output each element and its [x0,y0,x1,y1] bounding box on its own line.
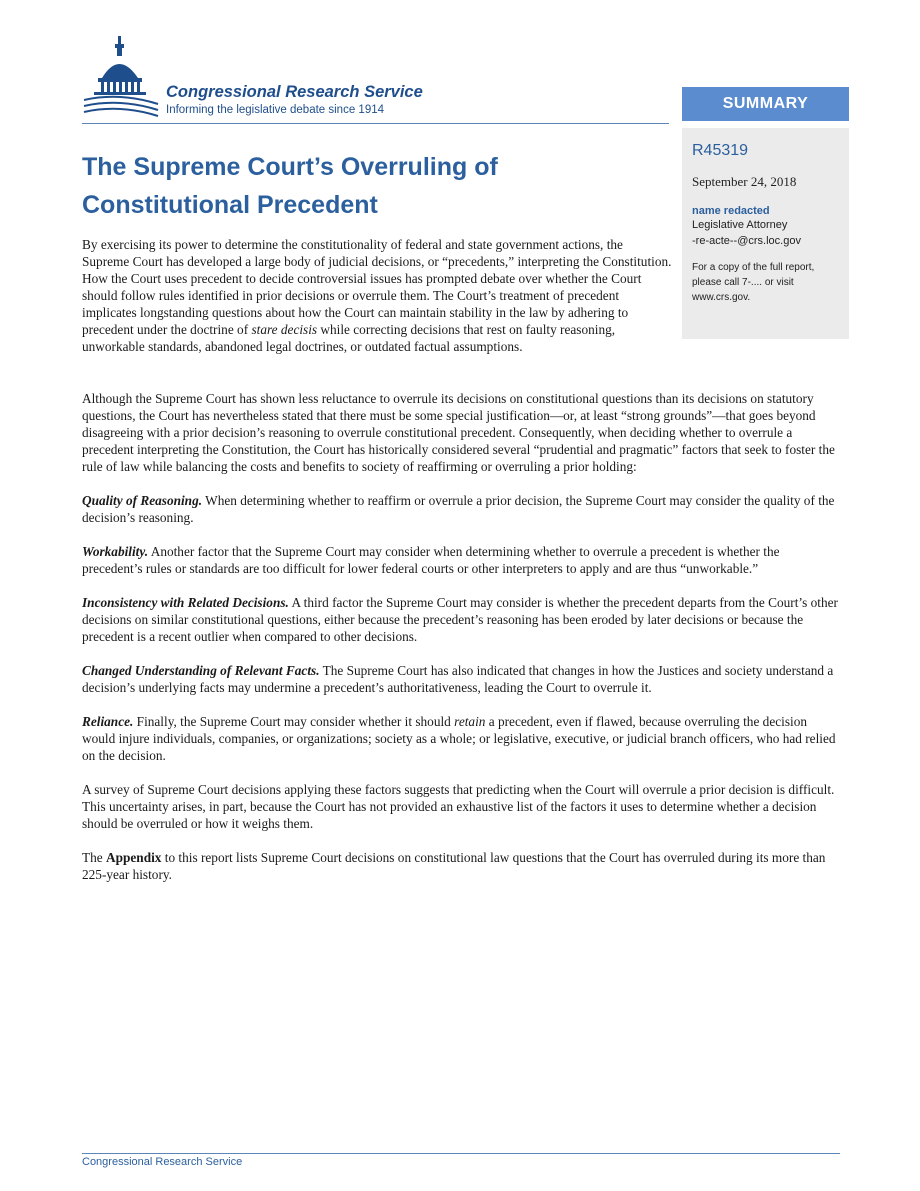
author-title: Legislative Attorney [692,219,788,231]
report-date: September 24, 2018 [692,174,797,189]
main-content [82,390,842,900]
org-name: Congressional Research Service [166,83,423,101]
factor-text: a precedent, even if flawed, because overruling the decision would injure individuals, companies, or organizations; society as a whole; or legislative, executive, or judicial branch officers, who had relied on the decision. [82,714,836,763]
factor-text: When determining whether to reaffirm or overrule a prior decision, the Supreme Court may consider the quality of the decision’s reasoning. [82,493,835,525]
factor-text: A third factor the Supreme Court may consider is whether the precedent departs from the Court’s other decisions on similar constitutional questions, either because the precedent’s reasoning has been eroded by later decisions or because the precedent is a recent outlier when compared to other decisions. [82,595,838,644]
capitol-dome-icon [82,34,160,124]
page-title: The Supreme Court’s Overruling of Constitutional Precedent [82,153,498,219]
appendix-text-1: The [82,850,106,865]
appendix-text-2: to this report lists Supreme Court decisions on constitutional law questions that the Court has overruled during its more than 225-year history. [82,850,826,882]
org-tagline: Informing the legislative debate since 1914 [166,104,385,116]
header-rule [82,123,669,124]
factor-title: Changed Understanding of Relevant Facts. [82,663,320,678]
factor-text: The Supreme Court has also indicated that changes in how the Justices and society understand a decision’s underlying facts may undermine a precedent’s authoritativeness, leading the Court to overrule it. [82,663,834,695]
paragraph-appendix [82,849,842,883]
author-email[interactable]: -re-acte--@crs.loc.gov [692,235,801,247]
summary-heading: SUMMARY [682,87,849,121]
crs-logo [82,34,482,124]
factor-text: Finally, the Supreme Court may consider whether it should [133,714,455,729]
factor-quality [82,492,842,526]
intro-emphasis: stare decisis [251,322,318,337]
factor-title: Reliance. [82,714,134,729]
intro-paragraph [82,236,672,355]
paragraph-survey: A survey of Supreme Court decisions applying these factors suggests that predicting when the Court will overrule a prior decision is difficult. This uncertainty arises, in part, because the Court has not provided an exhaustive list of the factors it uses to determine whether a decision should be overruled or how it weighs them. [82,782,835,831]
factor-title: Inconsistency with Related Decisions. [82,595,289,610]
summary-sidebar [682,128,849,339]
footer-org: Congressional Research Service [82,1156,243,1168]
factor-changed-facts [82,662,842,696]
factor-workability [82,543,842,577]
factor-inconsistency [82,594,842,645]
factor-text: Another factor that the Supreme Court may consider when determining whether to overrule a precedent is whether the precedent’s rules or standards are too difficult for lower federal courts or other interpreters to apply and are thus “unworkable.” [82,544,780,576]
intro-text-2: while correcting decisions that rest on faulty reasoning, unworkable standards, abandoned legal doctrines, or outdated factual assumptions. [82,322,616,354]
intro-text-1: By exercising its power to determine the constitutionality of federal and state government actions, the Supreme Court has developed a large body of judicial decisions, or “precedents,” interpreting the Constitution. How the Court uses precedent to decide controversial issues has prompted debate over whether the Court should follow rules identified in prior decisions or overrule them. The Court’s treatment of precedent implicates longstanding questions about how the Court can maintain stability in the law by adhering to precedent under the doctrine of [82,237,672,337]
factor-emphasis: retain [454,714,486,729]
factor-reliance [82,713,842,764]
factor-title: Quality of Reasoning. [82,493,203,508]
factor-title: Workability. [82,544,149,559]
appendix-link[interactable]: Appendix [106,850,162,865]
footer-rule [82,1153,840,1154]
report-number: R45319 [692,142,749,159]
copy-note: For a copy of the full report, please call 7-.... or visit www.crs.gov. [692,262,815,303]
paragraph-overview: Although the Supreme Court has shown less reluctance to overrule its decisions on constitutional questions than its decisions on statutory questions, the Court has nevertheless stated that there must be some special justification—or, at least “strong grounds”—that goes beyond disagreeing with a prior decision’s reasoning to overrule constitutional precedent. Consequently, when deciding whether to overrule a precedent interpreting the Constitution, the Court has historically considered several “prudential and pragmatic” factors that seek to foster the rule of law while balancing the costs and benefits to society of reaffirming or overruling a prior holding: [82,391,835,474]
author-name: name redacted [692,205,770,217]
